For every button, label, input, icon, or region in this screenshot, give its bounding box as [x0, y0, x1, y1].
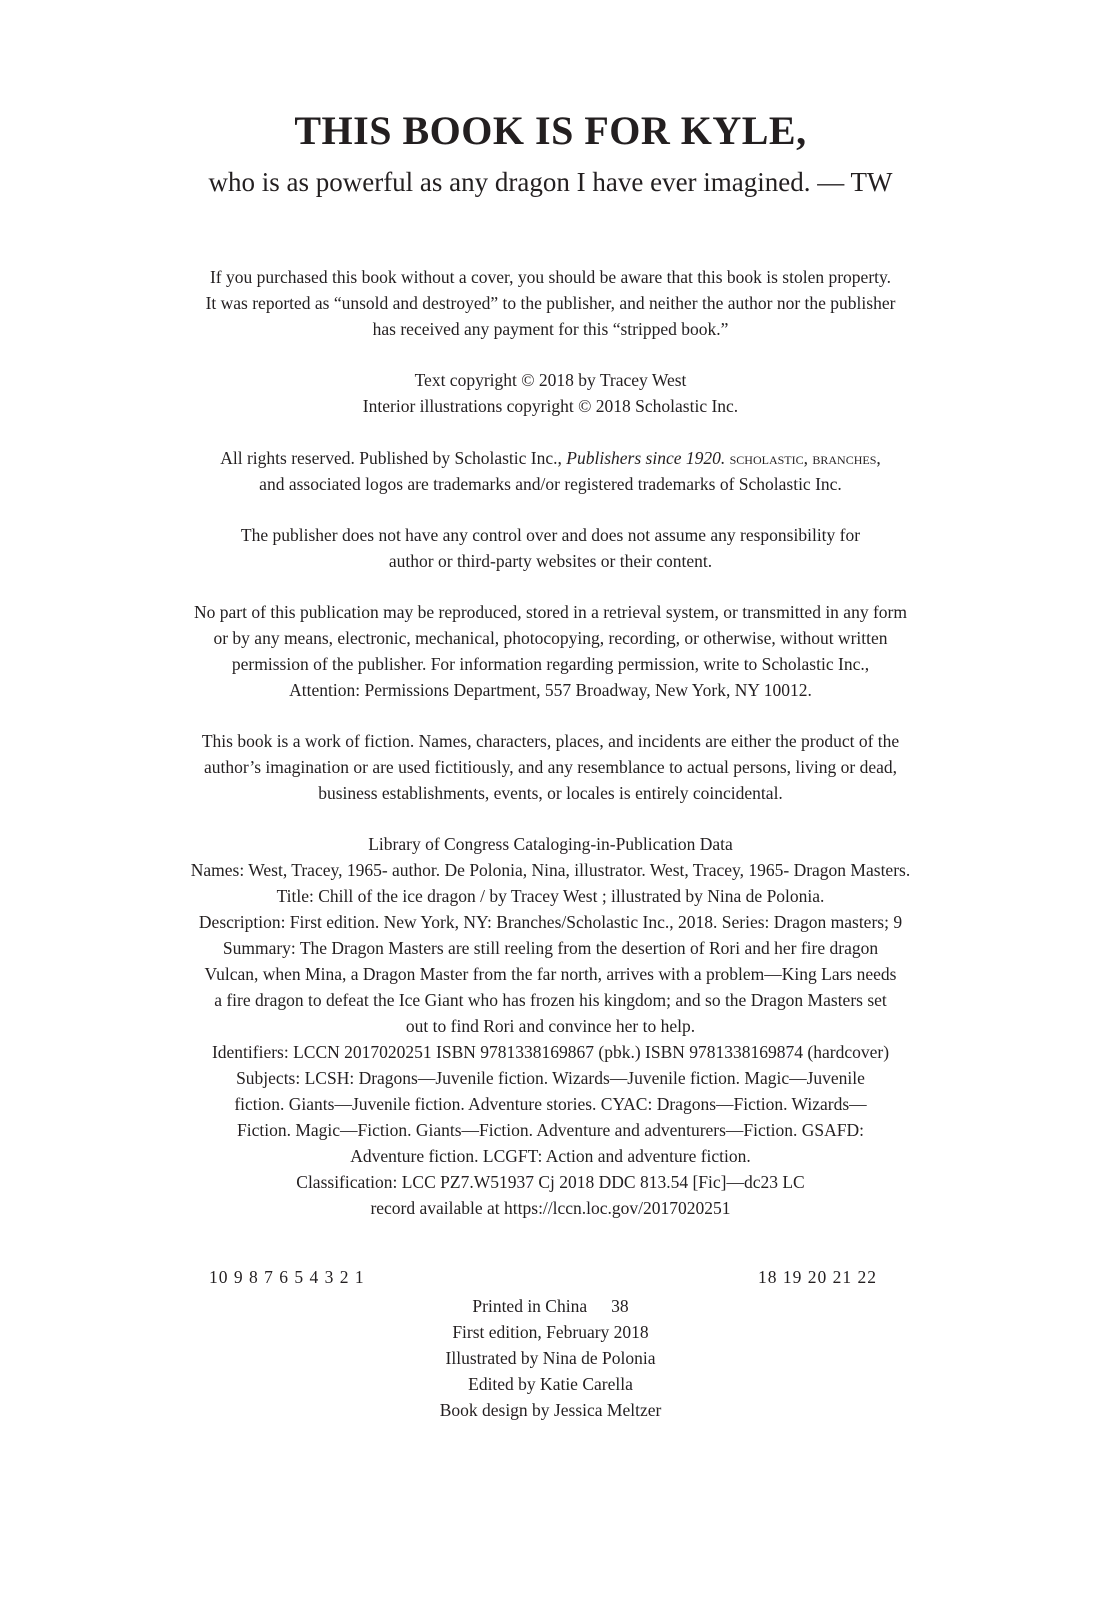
cip-line: fiction. Giants—Juvenile fiction. Adventure stories. CYAC: Dragons—Fiction. Wizards— [234, 1094, 867, 1114]
fiction-notice [110, 728, 991, 806]
notice-line: has received any payment for this “stripped book.” [372, 319, 729, 339]
credits [110, 1293, 991, 1423]
notice-line: It was reported as “unsold and destroyed” to the publisher, and neither the author nor the publisher [205, 293, 896, 313]
cip-data [110, 831, 991, 1221]
reproduction-line: or by any means, electronic, mechanical, photocopying, recording, or otherwise, without written [213, 628, 888, 648]
cip-line: out to find Rori and convince her to help. [405, 1016, 696, 1036]
rights-notice [110, 445, 991, 497]
rights-line [110, 445, 991, 471]
printing-line-left: 10 9 8 7 6 5 4 3 2 1 [209, 1267, 365, 1287]
dedication-title: THIS BOOK IS FOR KYLE, [294, 108, 807, 153]
copyright-notice [110, 367, 991, 419]
reproduction-line: No part of this publication may be reproduced, stored in a retrieval system, or transmitted in any form [194, 602, 907, 622]
cip-line: Vulcan, when Mina, a Dragon Master from the far north, arrives with a problem—King Lars needs [204, 964, 897, 984]
trademark-names: scholastic, branches, [729, 448, 881, 468]
stripped-book-notice [110, 264, 991, 342]
websites-line: author or third-party websites or their content. [388, 551, 713, 571]
publisher-motto: Publishers since 1920. [566, 448, 726, 468]
credit-line: Illustrated by Nina de Polonia [445, 1348, 656, 1368]
dedication-subtitle: who is as powerful as any dragon I have ever imagined. — TW [208, 167, 893, 197]
printing-line-right: 18 19 20 21 22 [758, 1267, 877, 1287]
cip-line: Library of Congress Cataloging-in-Publication Data [368, 834, 733, 854]
cip-line: Fiction. Magic—Fiction. Giants—Fiction. Adventure and adventurers—Fiction. GSAFD: [236, 1120, 865, 1140]
fiction-line: business establishments, events, or locales is entirely coincidental. [318, 783, 783, 803]
websites-line: The publisher does not have any control over and does not assume any responsibility for [240, 525, 861, 545]
copyright-line: Text copyright © 2018 by Tracey West [414, 370, 687, 390]
fiction-line: This book is a work of fiction. Names, characters, places, and incidents are either the product of the [201, 731, 900, 751]
cip-line: Classification: LCC PZ7.W51937 Cj 2018 DDC 813.54 [Fic]—dc23 LC [296, 1172, 805, 1192]
printed-in: Printed in China [472, 1296, 588, 1316]
notice-line: If you purchased this book without a cover, you should be aware that this book is stolen property. [209, 267, 891, 287]
reproduction-notice [110, 599, 991, 703]
cip-line: Adventure fiction. LCGFT: Action and adventure fiction. [350, 1146, 751, 1166]
credit-line: Book design by Jessica Meltzer [439, 1400, 662, 1420]
printing-code: 38 [611, 1296, 629, 1316]
fiction-line: author’s imagination or are used fictitiously, and any resemblance to actual persons, living or dead, [204, 757, 897, 777]
cip-line: Subjects: LCSH: Dragons—Juvenile fiction. Wizards—Juvenile fiction. Magic—Juvenile [236, 1068, 865, 1088]
cip-line: Identifiers: LCCN 2017020251 ISBN 9781338169867 (pbk.) ISBN 9781338169874 (hardcover) [211, 1042, 890, 1062]
copyright-line: Interior illustrations copyright © 2018 Scholastic Inc. [362, 396, 739, 416]
cip-line: Names: West, Tracey, 1965- author. De Polonia, Nina, illustrator. West, Tracey, 1965- Dragon Masters. [190, 860, 911, 880]
rights-text: All rights reserved. Published by Scholastic Inc., [220, 448, 562, 468]
cip-line: Summary: The Dragon Masters are still reeling from the desertion of Rori and her fire dragon [222, 938, 879, 958]
websites-notice [110, 522, 991, 574]
cip-line: record available at https://lccn.loc.gov/2017020251 [370, 1198, 731, 1218]
credit-line: Edited by Katie Carella [468, 1374, 633, 1394]
rights-line: and associated logos are trademarks and/or registered trademarks of Scholastic Inc. [259, 474, 842, 494]
reproduction-line: permission of the publisher. For information regarding permission, write to Scholastic Inc., [231, 654, 870, 674]
cip-line: Title: Chill of the ice dragon / by Tracey West ; illustrated by Nina de Polonia. [276, 886, 825, 906]
credit-line: First edition, February 2018 [452, 1322, 649, 1342]
reproduction-line: Attention: Permissions Department, 557 Broadway, New York, NY 10012. [289, 680, 812, 700]
printed-in-line [110, 1293, 991, 1319]
cip-line: a fire dragon to defeat the Ice Giant who has frozen his kingdom; and so the Dragon Masters set [214, 990, 887, 1010]
cip-line: Description: First edition. New York, NY: Branches/Scholastic Inc., 2018. Series: Dragon masters; 9 [198, 912, 903, 932]
